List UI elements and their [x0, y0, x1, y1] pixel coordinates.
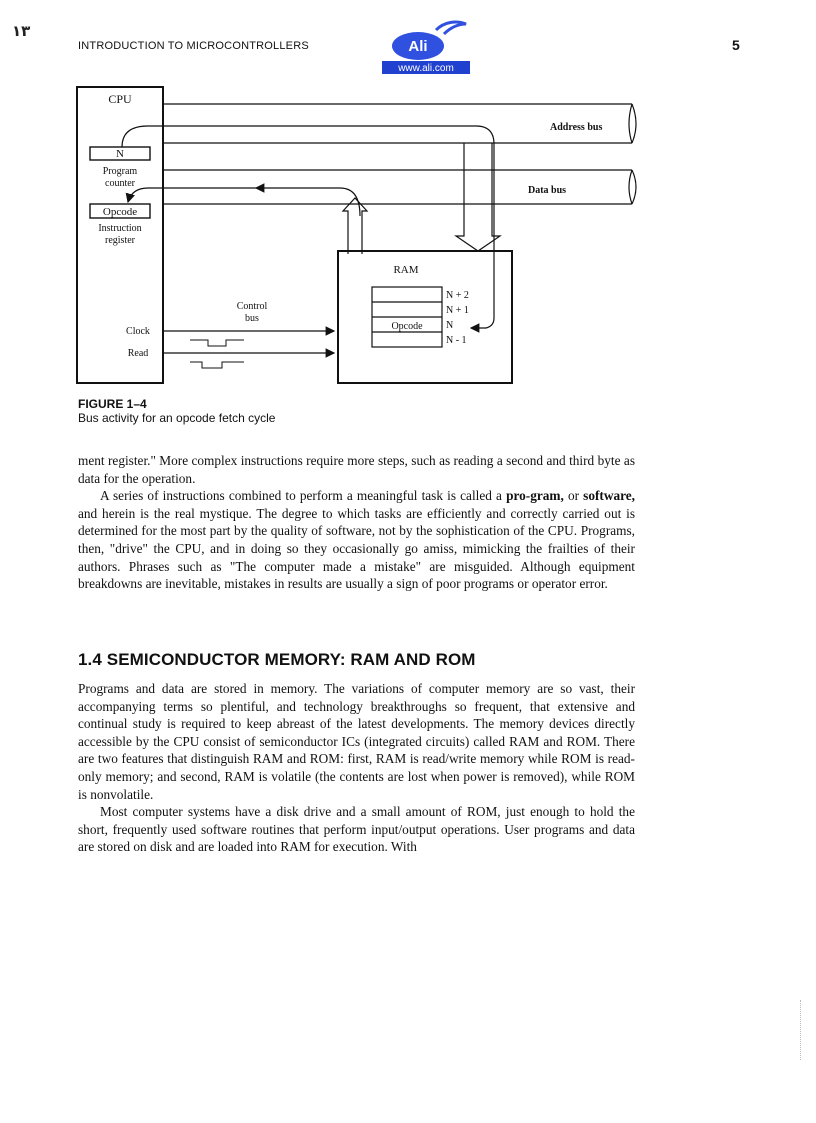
- watermark-swoosh: [436, 22, 466, 34]
- addr-n: N: [446, 320, 454, 331]
- instruction-register-label-2: register: [105, 235, 135, 246]
- paragraph-3: Programs and data are stored in memory. The variations of computer memory are so vast, their accompanying terms so plentiful, and technology breakthroughs so frequent, that extensive and continual study is required to keep abreast of the latest developments. The memory devices directly accessible by the CPU consist of semiconductor ICs (integrated circuits) called RAM and ROM. There are two features that distinguish RAM and ROM: first, RAM is read/write memory while ROM is read-only memory; and second, RAM is volatile (the contents are lost when power is removed), while ROM is nonvolatile.: [78, 681, 635, 802]
- bus-diagram: [76, 86, 646, 388]
- program-counter-label-2: counter: [105, 178, 135, 189]
- body-text-top: [78, 452, 635, 593]
- para2-start: A series of instructions combined to perform a meaningful task is called a: [100, 488, 507, 504]
- memory-opcode: Opcode: [391, 321, 423, 332]
- instruction-register-label-1: Instruction: [98, 223, 142, 234]
- para2-rest: and herein is the real mystique. The degree to which tasks are efficiently and correctly carried out is determined for the most part by the quality of software, not by the sophistication of the CPU. Programs, then, "drive" the CPU, and in doing so they occasionally go amiss, mimicking the frailties of their authors. Phrases such as "The computer made a mistake" are misguided. Although equipment breakdowns are inevitable, mistakes in results are usually a sign of poor programs or operator error.: [78, 505, 635, 592]
- term-software: software,: [583, 488, 635, 504]
- addr-n-plus-2: N + 2: [446, 290, 469, 301]
- bus-activity-figure: [76, 86, 646, 388]
- paragraph-4: Most computer systems have a disk drive and a small amount of ROM, just enough to hold the short, frequently used software routines that perform input/output operations. User programs and data are stored on disk and are loaded into RAM for execution. With: [78, 804, 635, 855]
- addr-n-minus-1: N - 1: [446, 335, 467, 346]
- control-bus-label-1: Control: [236, 301, 268, 312]
- paragraph-1: ment register." More complex instructions require more steps, such as reading a second and third byte as data for the operation.: [78, 453, 635, 486]
- program-counter-value: N: [116, 148, 124, 160]
- ram-label: RAM: [393, 264, 419, 276]
- section-heading: 1.4 SEMICONDUCTOR MEMORY: RAM AND ROM: [78, 650, 476, 669]
- figure-number: FIGURE 1–4: [78, 397, 147, 411]
- para2-or: or: [563, 488, 584, 504]
- watermark-logo: [378, 16, 474, 76]
- into-instruction-register-arrow: [128, 188, 256, 202]
- memory-cells: [372, 287, 442, 347]
- data-bus-label: Data bus: [528, 185, 567, 196]
- running-head: INTRODUCTION TO MICROCONTROLLERS: [78, 40, 309, 52]
- body-text-bottom: [78, 680, 635, 856]
- data-bus-drop: [343, 198, 367, 254]
- read-label: Read: [127, 348, 149, 359]
- corner-mark: ۱۳: [12, 22, 31, 40]
- instruction-register-value: Opcode: [102, 206, 138, 218]
- control-bus-label-2: bus: [245, 313, 259, 324]
- paragraph-2: [78, 487, 635, 593]
- scan-edge-marks: [800, 1000, 803, 1060]
- figure-caption: Bus activity for an opcode fetch cycle: [78, 411, 276, 425]
- data-to-cpu-arrow: [256, 188, 360, 216]
- watermark-text: Ali: [408, 38, 428, 55]
- page-number: 5: [732, 37, 740, 53]
- term-program: pro-gram,: [506, 488, 564, 504]
- address-fetch-arrow: [122, 126, 494, 328]
- address-bus-label: Address bus: [550, 122, 603, 133]
- clock-label: Clock: [126, 326, 150, 337]
- addr-n-plus-1: N + 1: [446, 305, 469, 316]
- read-waveform: [190, 362, 244, 368]
- program-counter-label-1: Program: [102, 166, 138, 177]
- clock-waveform: [190, 340, 244, 346]
- cpu-label: CPU: [108, 92, 132, 106]
- watermark-url: www.ali.com: [398, 63, 454, 74]
